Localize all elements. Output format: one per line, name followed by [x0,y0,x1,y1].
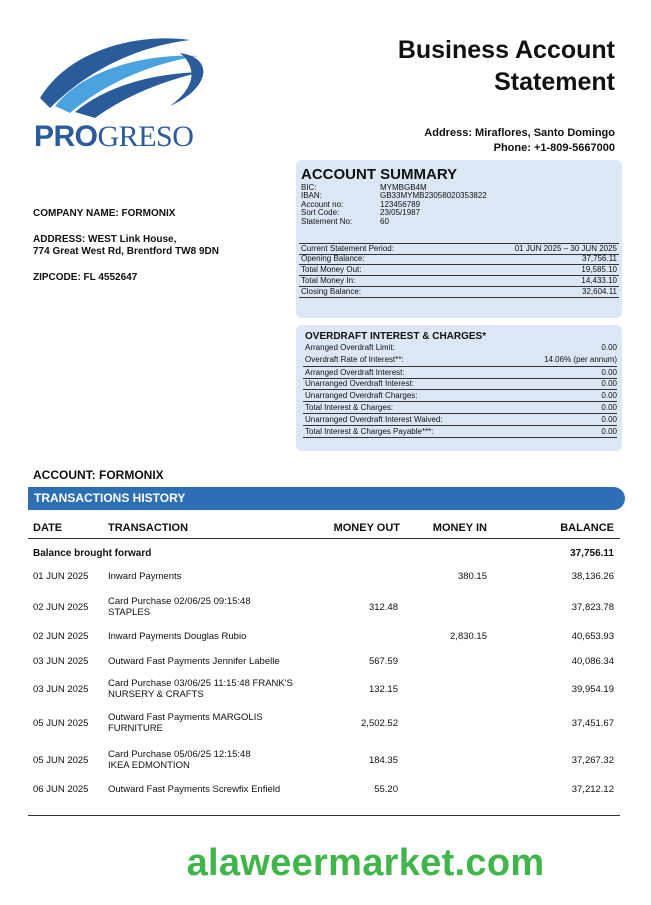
column-header-transaction: TRANSACTION [108,522,189,534]
overdraft-row-value: 14.06% (per annum) [544,355,617,364]
column-header-date: DATE [33,522,63,534]
bank-phone: Phone: +1-809-5667000 [493,142,615,154]
summary-row-label: Closing Balance: [301,287,362,296]
transaction-date: 02 JUN 2025 [33,602,89,613]
summary-row [299,287,619,298]
overdraft-row-label: Total Interest & Charges: [305,403,394,412]
transaction-money-out: 55.20 [374,784,398,795]
bank-logo-text: PROGRESO [34,120,194,153]
overdraft-row-label: Arranged Overdraft Interest: [305,368,405,377]
transaction-description-line1: Card Purchase 02/06/25 09:15:48 [108,596,251,607]
overdraft-row-label: Total Interest & Charges Payable***: [305,427,434,436]
brought-forward-balance: 37,756.11 [570,548,614,559]
table-bottom-divider [28,815,620,816]
company-address-line2: 774 Great West Rd, Brentford TW8 9DN [33,246,219,257]
transaction-balance: 38,136.26 [571,571,614,582]
transaction-description [108,656,318,667]
overdraft-row-label: Overdraft Rate of Interest**: [305,355,404,364]
transaction-description-line1: Outward Fast Payments Screwfix Enfield [108,784,281,795]
summary-detail-value: 60 [380,216,389,226]
overdraft-row-label: Unarranged Overdraft Charges: [305,391,418,400]
transaction-description [108,784,318,795]
transaction-balance: 40,086.34 [571,656,614,667]
transaction-balance: 37,212.12 [571,784,614,795]
company-zipcode: ZIPCODE: FL 4552647 [33,272,138,283]
transaction-balance: 40,653.93 [571,631,614,642]
summary-row [299,276,619,287]
transaction-description-line1: Inward Payments [108,571,182,582]
overdraft-row-label: Unarranged Overdraft Interest: [305,379,414,388]
column-header-money-in: MONEY IN [432,522,487,534]
summary-detail-label: Sort Code: [301,208,340,218]
summary-row-label: Total Money In: [301,276,356,285]
summary-row-value: 32,604.11 [582,287,617,296]
summary-detail-value: GB33MYMB23058020353822 [380,191,487,201]
company-name: COMPANY NAME: FORMONIX [33,208,176,219]
summary-row-value: 14,433.10 [581,276,617,285]
overdraft-row [303,414,617,426]
transaction-description [108,749,318,771]
transaction-date: 03 JUN 2025 [33,656,89,667]
statement-title: Business Account Statement [397,36,615,96]
transaction-balance: 37,451.67 [571,718,614,729]
company-address-line1: ADDRESS: WEST Link House, [33,234,177,245]
overdraft-row [303,342,617,353]
transaction-description-line1: Inward Payments Douglas Rubio [108,631,247,642]
transaction-description-line1: Outward Fast Payments MARGOLIS [108,712,263,723]
summary-row-label: Current Statement Period: [301,244,394,253]
transaction-description [108,596,318,618]
bank-logo-swoosh [30,28,210,118]
header-divider [28,538,620,539]
summary-row [299,254,619,265]
transaction-date: 05 JUN 2025 [33,718,89,729]
transactions-history-bar: TRANSACTIONS HISTORY [28,487,625,510]
summary-detail-value: MYMBGB4M [380,183,427,192]
overdraft-row-label: Arranged Overdraft Limit: [305,343,395,352]
overdraft-row-label: Unarranged Overdraft Interest Waived: [305,415,443,424]
overdraft-row [303,426,617,438]
transaction-money-in: 380.15 [457,571,487,582]
overdraft-row [303,354,617,365]
transaction-balance: 37,267.32 [571,755,614,766]
bank-address: Address: Miraflores, Santo Domingo [424,127,615,139]
summary-detail-value: 123456789 [380,199,421,209]
overdraft-title: OVERDRAFT INTEREST & CHARGES* [305,331,487,342]
transaction-date: 03 JUN 2025 [33,684,89,695]
transaction-description [108,712,318,734]
account-label: ACCOUNT: FORMONIX [33,468,164,482]
summary-row-value: 37,756.11 [582,254,617,263]
summary-detail-value: 23/05/1987 [380,208,421,218]
overdraft-row [303,378,617,390]
summary-detail-label: BIC: [301,183,317,192]
transaction-money-out: 184.35 [368,755,398,766]
overdraft-row-value: 0.00 [601,379,617,388]
transaction-date: 02 JUN 2025 [33,631,89,642]
transaction-description-line2: STAPLES [108,607,151,618]
summary-row-label: Total Money Out: [301,265,362,274]
transaction-description-line1: Card Purchase 05/06/25 12:15:48 [108,749,251,760]
summary-detail-label: IBAN: [301,191,322,201]
transaction-money-out: 312.48 [368,602,398,613]
column-header-balance: BALANCE [560,522,614,534]
summary-detail-label: Statement No: [301,216,353,226]
transaction-description [108,631,318,642]
overdraft-row [303,390,617,402]
overdraft-row-value: 0.00 [601,368,617,377]
overdraft-row-value: 0.00 [601,415,617,424]
transaction-description [108,571,318,582]
transaction-description-line2: FURNITURE [108,723,163,734]
brought-forward-label: Balance brought forward [33,548,152,559]
transaction-money-out: 132.15 [368,684,398,695]
watermark-text: alaweermarket.com [186,842,545,884]
overdraft-row-value: 0.00 [601,403,617,412]
overdraft-row-value: 0.00 [601,343,617,352]
transaction-money-out: 2,502.52 [361,718,398,729]
overdraft-row [303,402,617,414]
transaction-description [108,678,318,700]
summary-row-value: 19,585.10 [581,265,617,274]
transaction-date: 06 JUN 2025 [33,784,89,795]
overdraft-row-value: 0.00 [601,391,617,400]
transaction-description-line1: Outward Fast Payments Jennifer Labelle [108,656,280,667]
transaction-description-line2: NURSERY & CRAFTS [108,689,204,700]
transaction-description-line2: IKEA EDMONTION [108,760,190,771]
transaction-description-line1: Card Purchase 03/06/25 11:15:48 FRANK'S [108,678,293,689]
summary-row-value: 01 JUN 2025 – 30 JUN 2025 [514,244,617,253]
transaction-money-in: 2,830.15 [450,631,487,642]
transaction-balance: 39,954.19 [571,684,614,695]
summary-row-label: Opening Balance: [301,254,365,263]
transaction-money-out: 567.59 [368,656,398,667]
summary-detail-label: Account no: [301,199,344,209]
account-summary-title: ACCOUNT SUMMARY [301,166,458,183]
transaction-balance: 37,823.78 [571,602,614,613]
transaction-date: 05 JUN 2025 [33,755,89,766]
summary-row [299,265,619,276]
column-header-money-out: MONEY OUT [333,522,400,534]
transaction-date: 01 JUN 2025 [33,571,89,582]
overdraft-row-value: 0.00 [601,427,617,436]
